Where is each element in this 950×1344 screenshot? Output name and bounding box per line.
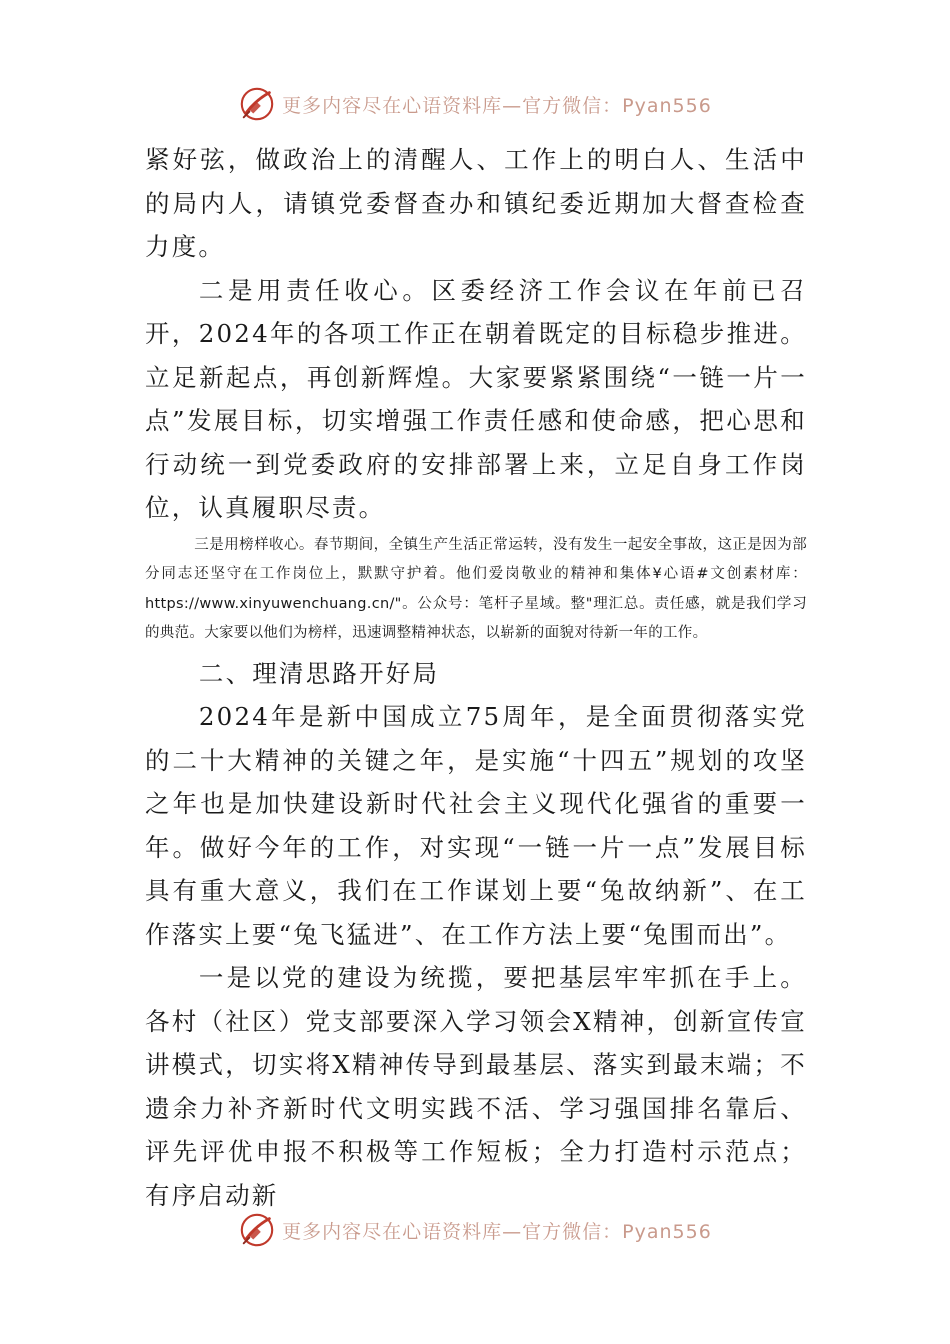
paragraph-responsibility: 二是用责任收心。区委经济工作会议在年前已召开，2024年的各项工作正在朝着既定的目标稳步推进。立足新起点，再创新辉煌。大家要紧紧围绕“一链一片一点”发展目标，切实增强工作责任感和使命感，把心思和行动统一到党委政府的安排部署上来，立足自身工作岗位，认真履职尽责。 [145, 275, 807, 522]
footer-banner [0, 1210, 950, 1250]
paragraph-role-model: 三是用榜样收心。春节期间，全镇生产生活正常运转，没有发生一起安全事故，这正是因为部分同志还坚守在工作岗位上，默默守护着。他们爱岗敬业的精神和集体¥心语#文创素材库：https://www.xinyuwenchuang.cn/"。公众号：笔杆子星域。整"理汇总。责任感，就是我们学习的典范。大家要以他们为榜样，迅速调整精神状态，以崭新的面貌对待新一年的工作。 [145, 536, 807, 641]
paragraph-party-building: 一是以党的建设为统揽，要把基层牢牢抓在手上。各村（社区）党支部要深入学习领会X精神，创新宣传宣讲模式，切实将X精神传导到最基层、落实到最末端；不遗余力补齐新时代文明实践不活、学习强国排名靠后、评先评优申报不积极等工作短板；全力打造村示范点；有序启动新 [145, 963, 807, 1210]
banner-text: 更多内容尽在心语资料库—官方微信：Pyan556 [282, 94, 712, 117]
pen-logo-icon [238, 1211, 276, 1249]
header-banner [0, 84, 950, 124]
section-heading: 二、理清思路开好局 [198, 658, 440, 688]
banner-text: 更多内容尽在心语资料库—官方微信：Pyan556 [282, 1220, 712, 1243]
document-body [145, 138, 807, 1217]
paragraph-continued: 紧好弦，做政治上的清醒人、工作上的明白人、生活中的局内人，请镇党委督查办和镇纪委近期加大督查检查力度。 [145, 145, 807, 261]
pen-logo-icon [238, 85, 276, 123]
paragraph-2024: 2024年是新中国成立75周年，是全面贯彻落实党的二十大精神的关键之年，是实施“十四五”规划的攻坚之年也是加快建设新时代社会主义现代化强省的重要一年。做好今年的工作，对实现“一链一片一点”发展目标具有重大意义，我们在工作谋划上要“兔故纳新”、在工作落实上要“兔飞猛进”、在工作方法上要“兔围而出”。 [145, 702, 807, 949]
